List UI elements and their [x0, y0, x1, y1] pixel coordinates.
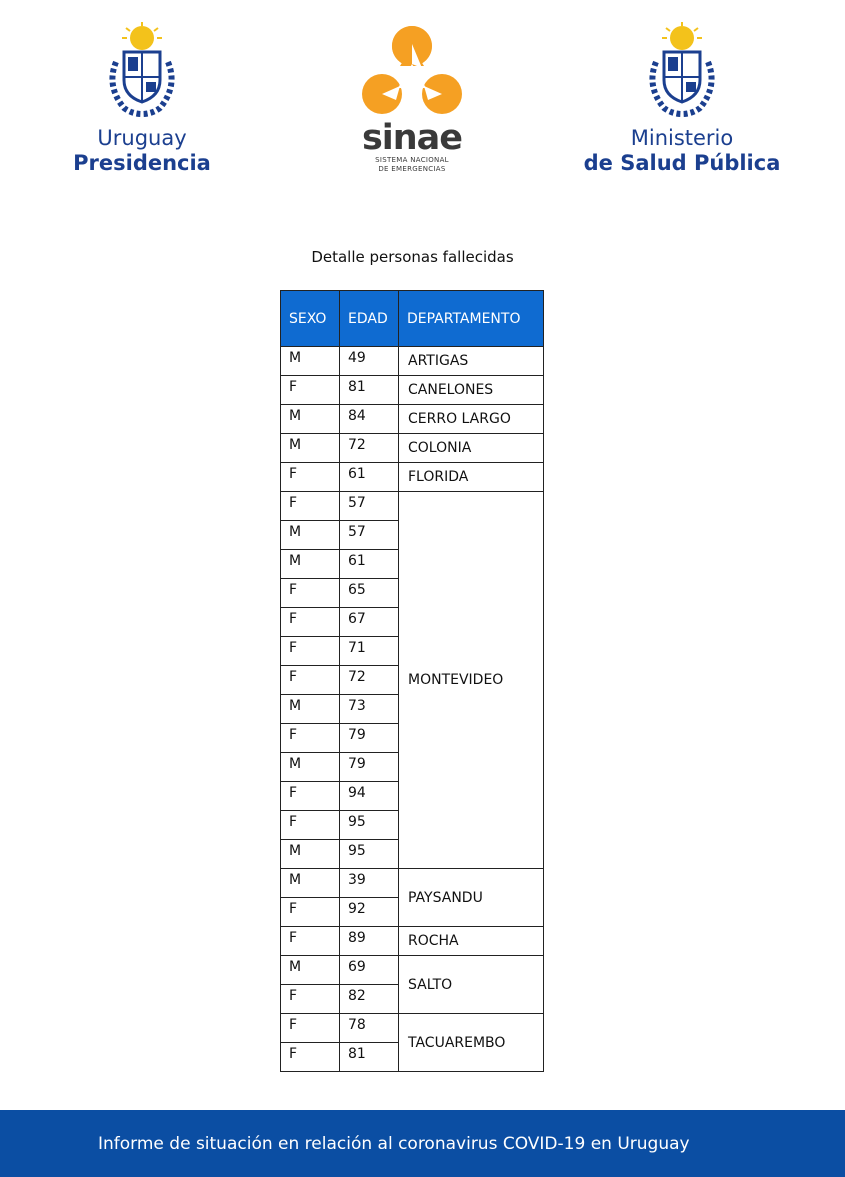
cell-edad: 79	[340, 753, 399, 782]
sinae-wordmark: sinae	[361, 118, 463, 158]
cell-edad: 57	[340, 521, 399, 550]
cell-departamento: SALTO	[399, 956, 544, 1014]
cell-edad: 69	[340, 956, 399, 985]
cell-edad: 81	[340, 1043, 399, 1072]
cell-edad: 81	[340, 376, 399, 405]
cell-departamento: ROCHA	[399, 927, 544, 956]
cell-edad: 67	[340, 608, 399, 637]
cell-edad: 79	[340, 724, 399, 753]
cell-edad: 89	[340, 927, 399, 956]
table-header-row	[281, 291, 544, 347]
cell-departamento: PAYSANDU	[399, 869, 544, 927]
coat-of-arms-icon	[642, 22, 722, 118]
cell-edad: 61	[340, 550, 399, 579]
cell-sexo: F	[281, 376, 340, 405]
cell-sexo: F	[281, 1043, 340, 1072]
cell-sexo: M	[281, 869, 340, 898]
cell-edad: 65	[340, 579, 399, 608]
sinae-triangle-icon	[362, 24, 462, 116]
cell-sexo: F	[281, 666, 340, 695]
cell-sexo: M	[281, 753, 340, 782]
cell-sexo: F	[281, 637, 340, 666]
cell-edad: 92	[340, 898, 399, 927]
cell-edad: 72	[340, 434, 399, 463]
table-row	[281, 463, 544, 492]
cell-departamento: FLORIDA	[399, 463, 544, 492]
presidencia-line1: Uruguay	[97, 126, 187, 150]
cell-edad: 57	[340, 492, 399, 521]
footer-text: Informe de situación en relación al coronavirus COVID-19 en Uruguay	[98, 1133, 690, 1154]
cell-departamento: ARTIGAS	[399, 347, 544, 376]
cell-edad: 71	[340, 637, 399, 666]
cell-edad: 72	[340, 666, 399, 695]
msp-line1: Ministerio	[630, 126, 734, 150]
cell-sexo: F	[281, 1014, 340, 1043]
table-row	[281, 376, 544, 405]
cell-sexo: F	[281, 927, 340, 956]
cell-sexo: M	[281, 695, 340, 724]
table-row	[281, 492, 544, 521]
cell-sexo: F	[281, 985, 340, 1014]
cell-edad: 61	[340, 463, 399, 492]
cell-departamento: CERRO LARGO	[399, 405, 544, 434]
table-row	[281, 405, 544, 434]
presidencia-logo	[62, 22, 222, 176]
cell-sexo: F	[281, 608, 340, 637]
cell-departamento: COLONIA	[399, 434, 544, 463]
cell-sexo: F	[281, 898, 340, 927]
header-sexo: SEXO	[281, 291, 340, 347]
table-row	[281, 869, 544, 898]
cell-sexo: M	[281, 550, 340, 579]
cell-edad: 73	[340, 695, 399, 724]
cell-sexo: F	[281, 811, 340, 840]
sinae-sub-line1: SISTEMA NACIONAL	[375, 156, 449, 164]
cell-edad: 95	[340, 811, 399, 840]
table-body	[281, 347, 544, 1072]
cell-sexo: F	[281, 579, 340, 608]
cell-sexo: M	[281, 840, 340, 869]
cell-edad: 49	[340, 347, 399, 376]
cell-edad: 82	[340, 985, 399, 1014]
cell-edad: 95	[340, 840, 399, 869]
sinae-sub-line2: DE EMERGENCIAS	[378, 165, 446, 173]
footer-banner	[0, 1110, 845, 1177]
cell-sexo: M	[281, 347, 340, 376]
coat-of-arms-icon	[102, 22, 182, 118]
cell-sexo: F	[281, 782, 340, 811]
cell-sexo: F	[281, 724, 340, 753]
cell-sexo: M	[281, 521, 340, 550]
msp-logo	[582, 22, 782, 176]
table-row	[281, 956, 544, 985]
cell-departamento: MONTEVIDEO	[399, 492, 544, 869]
header-edad: EDAD	[340, 291, 399, 347]
header-departamento: DEPARTAMENTO	[399, 291, 544, 347]
msp-line2: de Salud Pública	[583, 151, 781, 175]
cell-edad: 84	[340, 405, 399, 434]
cell-sexo: F	[281, 463, 340, 492]
sinae-logo	[352, 24, 472, 174]
cell-edad: 94	[340, 782, 399, 811]
deaths-table	[280, 290, 544, 1072]
table-row	[281, 434, 544, 463]
presidencia-line2: Presidencia	[73, 151, 211, 175]
cell-edad: 78	[340, 1014, 399, 1043]
cell-sexo: M	[281, 956, 340, 985]
cell-edad: 39	[340, 869, 399, 898]
table-row	[281, 1014, 544, 1043]
cell-sexo: M	[281, 405, 340, 434]
cell-sexo: F	[281, 492, 340, 521]
table-row	[281, 927, 544, 956]
cell-sexo: M	[281, 434, 340, 463]
cell-departamento: TACUAREMBO	[399, 1014, 544, 1072]
page-title: Detalle personas fallecidas	[311, 248, 514, 266]
cell-departamento: CANELONES	[399, 376, 544, 405]
table-row	[281, 347, 544, 376]
